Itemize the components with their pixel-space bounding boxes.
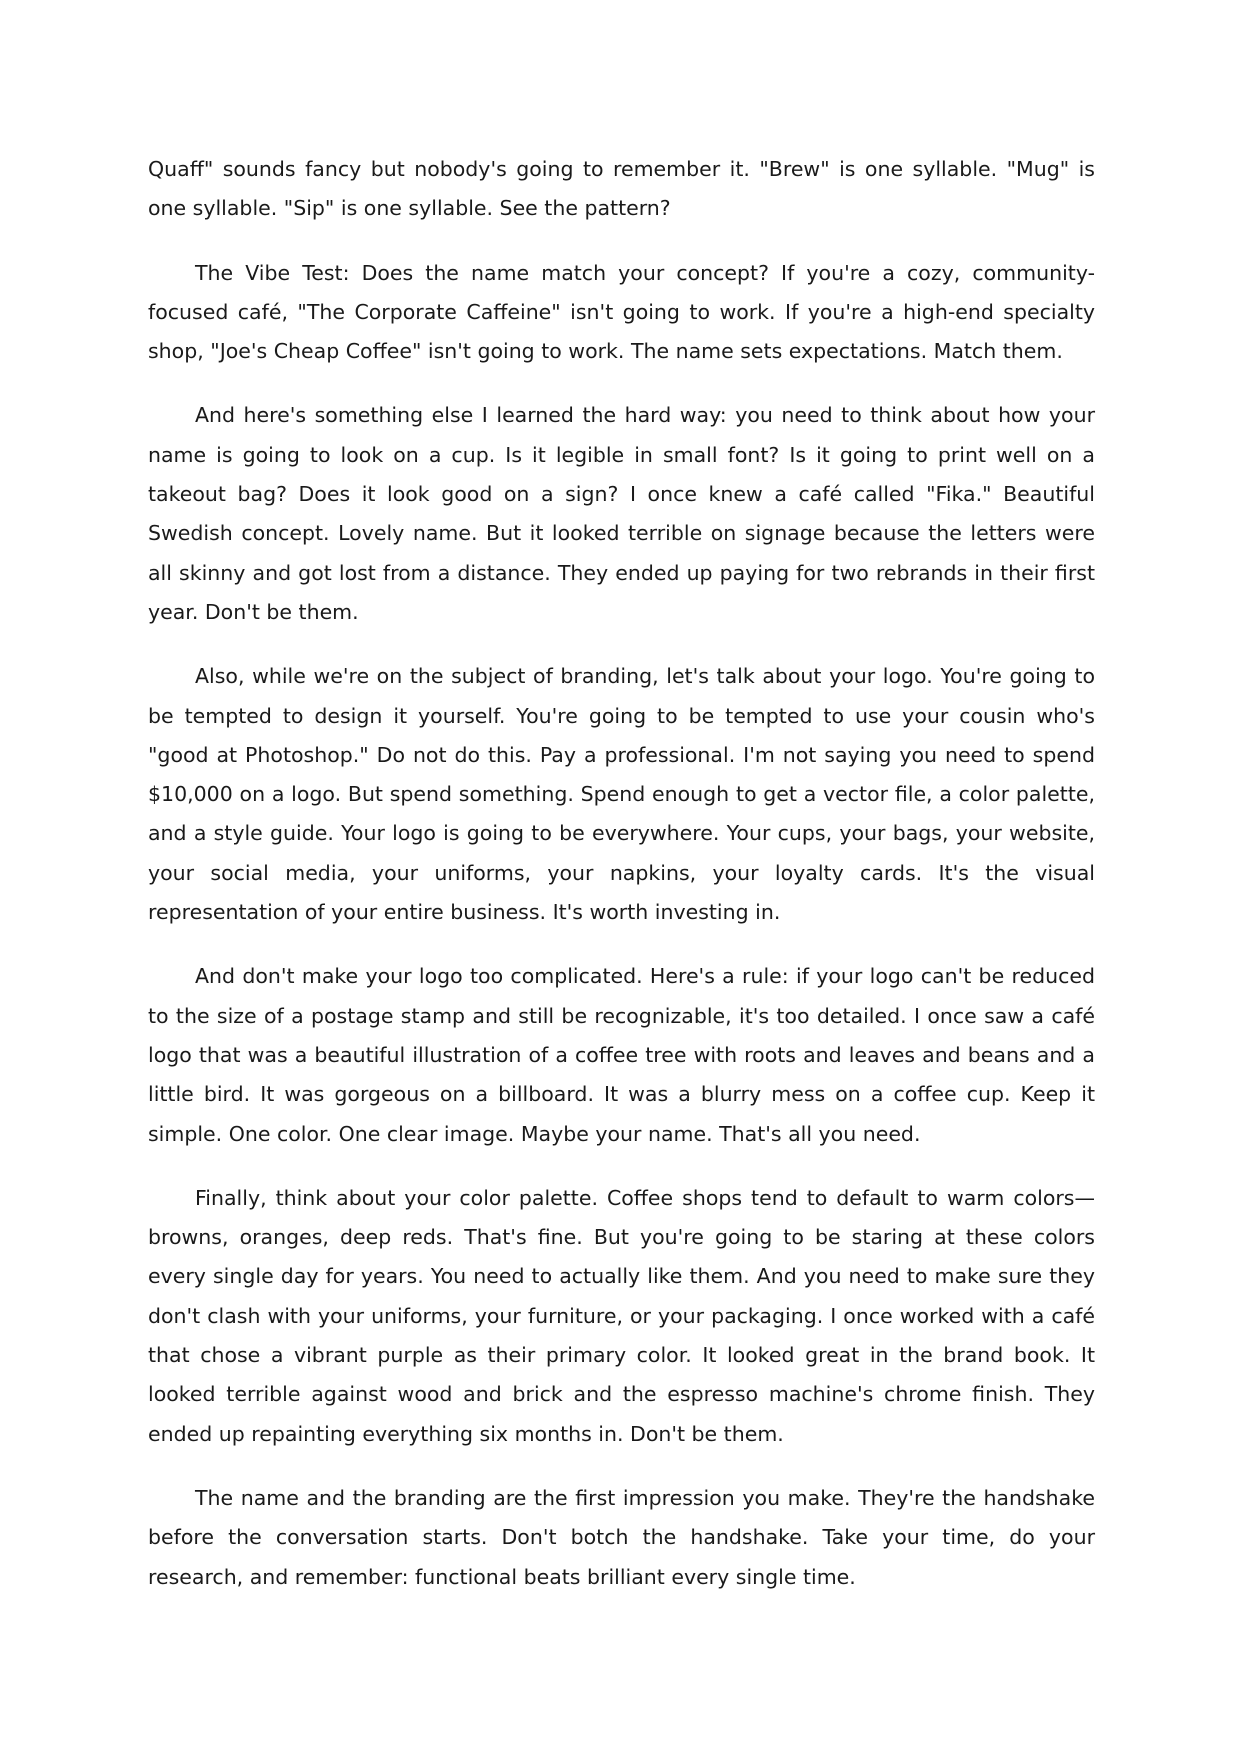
paragraph-2: The Vibe Test: Does the name match your concept? If you're a cozy, community-focused café, "The Corporate Caffeine" isn't going to work. If you're a high-end specialty shop, "Joe's Cheap Coffee" isn't going to work. The name sets expectations. Match them.: [148, 260, 1095, 364]
paragraph-5: And don't make your logo too complicated. Here's a rule: if your logo can't be reduced to the size of a postage stamp and still be recognizable, it's too detailed. I once saw a café logo that was a beautiful illustration of a coffee tree with roots and leaves and beans and a little bird. It was gorgeous on a billboard. It was a blurry mess on a coffee cup. Keep it simple. One color. One clear image. Maybe your name. That's all you need.: [148, 964, 1095, 1146]
document-page: [148, 150, 1095, 1622]
paragraph-6: Finally, think about your color palette. Coffee shops tend to default to warm colors—browns, oranges, deep reds. That's fine. But you're going to be staring at these colors every single day for years. You need to actually like them. And you need to make sure they don't clash with your uniforms, your furniture, or your packaging. I once worked with a café that chose a vibrant purple as their primary color. It looked great in the brand book. It looked terrible against wood and brick and the espresso machine's chrome finish. They ended up repainting everything six months in. Don't be them.: [148, 1185, 1095, 1446]
paragraph-3: And here's something else I learned the hard way: you need to think about how your name is going to look on a cup. Is it legible in small font? Is it going to print well on a takeout bag? Does it look good on a sign? I once knew a café called "Fika." Beautiful Swedish concept. Lovely name. But it looked terrible on signage because the letters were all skinny and got lost from a distance. They ended up paying for two rebrands in their first year. Don't be them.: [148, 403, 1095, 624]
paragraph-7: The name and the branding are the first impression you make. They're the handshake before the conversation starts. Don't botch the handshake. Take your time, do your research, and remember: functional beats brilliant every single time.: [148, 1485, 1095, 1589]
paragraph-1: Quaff" sounds fancy but nobody's going to remember it. "Brew" is one syllable. "Mug" is one syllable. "Sip" is one syllable. See the pattern?: [148, 157, 1095, 221]
paragraph-4: Also, while we're on the subject of branding, let's talk about your logo. You're going to be tempted to design it yourself. You're going to be tempted to use your cousin who's "good at Photoshop." Do not do this. Pay a professional. I'm not saying you need to spend $10,000 on a logo. But spend something. Spend enough to get a vector file, a color palette, and a style guide. Your logo is going to be everywhere. Your cups, your bags, your website, your social media, your uniforms, your napkins, your loyalty cards. It's the visual representation of your entire business. It's worth investing in.: [148, 664, 1095, 925]
